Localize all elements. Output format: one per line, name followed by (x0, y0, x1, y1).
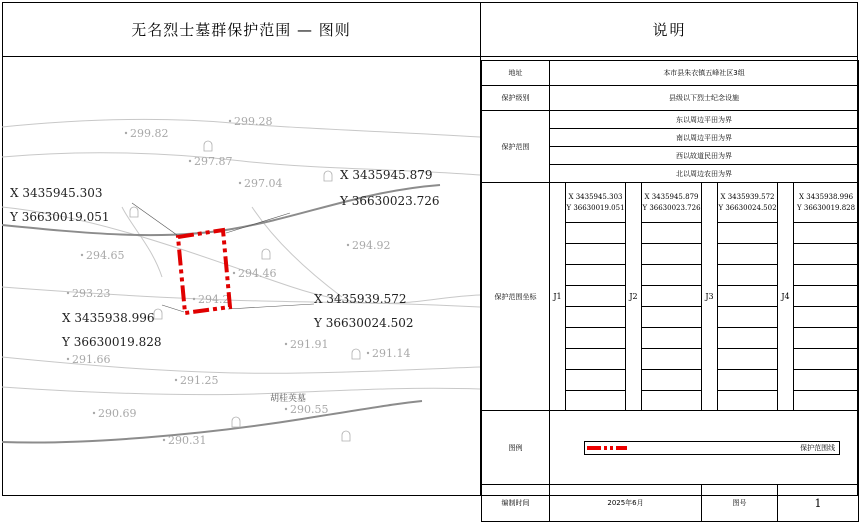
legend-label: 图例 (482, 411, 550, 485)
range-north: 北以周边农田为界 (550, 165, 859, 183)
empty-cell (718, 370, 778, 391)
elevation-label: 297.04 (244, 177, 283, 190)
empty-cell (566, 286, 626, 307)
point-j1-x: X 3435945.303 (568, 192, 623, 201)
empty-cell (642, 328, 702, 349)
empty-cell (566, 223, 626, 244)
point-j4-coords (794, 183, 859, 223)
elevation-label: 290.69 (98, 407, 137, 420)
empty-cell (794, 349, 859, 370)
empty-cell (566, 349, 626, 370)
elevation-label: 294.46 (238, 267, 277, 280)
point-j4-x: X 3435938.996 (799, 192, 854, 201)
date-label: 编制时间 (482, 485, 550, 522)
empty-cell (566, 307, 626, 328)
empty-cell (642, 265, 702, 286)
date-value: 2025年6月 (550, 485, 702, 522)
empty-cell (718, 265, 778, 286)
empty-cell (642, 391, 702, 411)
point-j4-y: Y 36630019.828 (797, 203, 856, 212)
grave-icon (204, 141, 212, 151)
empty-cell (642, 223, 702, 244)
empty-cell (718, 349, 778, 370)
empty-cell (566, 370, 626, 391)
info-table (481, 60, 859, 522)
contour-line (122, 207, 162, 277)
map-canvas (2, 57, 480, 495)
elevation-dot (239, 182, 241, 184)
sheet-label: 图号 (702, 485, 778, 522)
point-j2-coords (642, 183, 702, 223)
map-area (2, 57, 480, 495)
leader-line (228, 304, 314, 309)
grave-icon (342, 431, 350, 441)
range-south: 南以周边平田为界 (550, 129, 859, 147)
elevation-label: 291.66 (72, 353, 111, 366)
empty-cell (794, 391, 859, 411)
range-label: 保护范围 (482, 111, 550, 183)
elevation-dot (163, 439, 165, 441)
info-title: 说明 (481, 2, 858, 57)
grave-icon (324, 171, 332, 181)
elevation-label: 290.55 (290, 403, 329, 416)
elevation-dot (285, 343, 287, 345)
empty-cell (794, 307, 859, 328)
boundary-line-sample (587, 446, 627, 450)
point-j3-x: X 3435939.572 (720, 192, 775, 201)
point-j1-y: Y 36630019.051 (566, 203, 625, 212)
point-j2-x: X 3435945.879 (644, 192, 699, 201)
point-j4-name: J4 (778, 183, 794, 411)
empty-cell (718, 307, 778, 328)
corner-j3-y: Y 36630024.502 (314, 316, 414, 330)
empty-cell (794, 244, 859, 265)
point-j3-coords (718, 183, 778, 223)
point-j3-y: Y 36630024.502 (718, 203, 777, 212)
corner-j4-y: Y 36630019.828 (62, 335, 162, 349)
empty-cell (566, 265, 626, 286)
elevation-dot (347, 244, 349, 246)
leader-line (132, 203, 177, 235)
grave-icon (262, 249, 270, 259)
corner-j1-y: Y 36630019.051 (10, 210, 110, 224)
elevation-label: 293.23 (72, 287, 111, 300)
corner-j4-x: X 3435938.996 (62, 311, 155, 325)
empty-cell (642, 244, 702, 265)
grave-icon (352, 349, 360, 359)
elevation-dot (367, 352, 369, 354)
elevation-dot (81, 254, 83, 256)
empty-cell (718, 328, 778, 349)
elevation-dot (233, 272, 235, 274)
elevation-label: 294.65 (86, 249, 125, 262)
address-value: 本市县朱衣镇五峰社区3组 (550, 61, 859, 86)
grave-icon (154, 309, 162, 319)
empty-cell (718, 286, 778, 307)
elevation-dot (93, 412, 95, 414)
empty-cell (718, 244, 778, 265)
elevation-label: 291.91 (290, 338, 329, 351)
elevation-dot (229, 120, 231, 122)
empty-cell (566, 328, 626, 349)
empty-cell (642, 370, 702, 391)
info-panel (481, 2, 858, 510)
empty-cell (718, 223, 778, 244)
empty-cell (642, 349, 702, 370)
sheet-value: 1 (778, 485, 859, 522)
level-label: 保护级别 (482, 86, 550, 111)
legend-cell (550, 411, 859, 485)
elevation-dot (175, 379, 177, 381)
elevation-dot (189, 160, 191, 162)
elevation-label: 290.31 (168, 434, 207, 447)
place-label: 胡桂英墓 (270, 394, 307, 404)
road (2, 401, 422, 443)
range-west: 西以故道民田为界 (550, 147, 859, 165)
empty-cell (794, 286, 859, 307)
elevation-label: 299.82 (130, 127, 169, 140)
elevation-points (67, 115, 411, 447)
point-j2-y: Y 36630023.726 (642, 203, 701, 212)
elevation-label: 291.14 (372, 347, 411, 360)
empty-cell (718, 391, 778, 411)
range-east: 东以周边平田为界 (550, 111, 859, 129)
grave-icon (232, 417, 240, 427)
corner-j2-x: X 3435945.879 (340, 168, 433, 182)
corner-j1-x: X 3435945.303 (10, 186, 103, 200)
elevation-label: 297.87 (194, 155, 233, 168)
empty-cell (566, 391, 626, 411)
legend-item-label: 保护范围线 (800, 443, 836, 452)
point-j1-coords (566, 183, 626, 223)
elevation-label: 299.28 (234, 115, 273, 128)
level-value: 县级以下烈士纪念设施 (550, 86, 859, 111)
elevation-label: 291.25 (180, 374, 219, 387)
leader-line (162, 305, 184, 312)
legend-box (584, 441, 840, 455)
elevation-dot (193, 298, 195, 300)
coords-label: 保护范围坐标 (482, 183, 550, 411)
empty-cell (642, 307, 702, 328)
map-panel (2, 2, 481, 496)
elevation-label: 294.92 (352, 239, 391, 252)
elevation-dot (285, 408, 287, 410)
empty-cell (642, 286, 702, 307)
point-j1-name: J1 (550, 183, 566, 411)
point-j3-name: J3 (702, 183, 718, 411)
grave-icon (130, 207, 138, 217)
contour-line (2, 387, 480, 395)
empty-cell (794, 370, 859, 391)
corner-j3-x: X 3435939.572 (314, 292, 407, 306)
map-title: 无名烈士墓群保护范围 — 图则 (2, 2, 480, 57)
empty-cell (794, 328, 859, 349)
elevation-dot (125, 132, 127, 134)
address-label: 地址 (482, 61, 550, 86)
corner-j2-y: Y 36630023.726 (340, 194, 440, 208)
empty-cell (794, 223, 859, 244)
elevation-dot (67, 292, 69, 294)
elevation-dot (67, 358, 69, 360)
point-j2-name: J2 (626, 183, 642, 411)
empty-cell (566, 244, 626, 265)
empty-cell (794, 265, 859, 286)
elevation-label: 294.2 (198, 293, 230, 306)
